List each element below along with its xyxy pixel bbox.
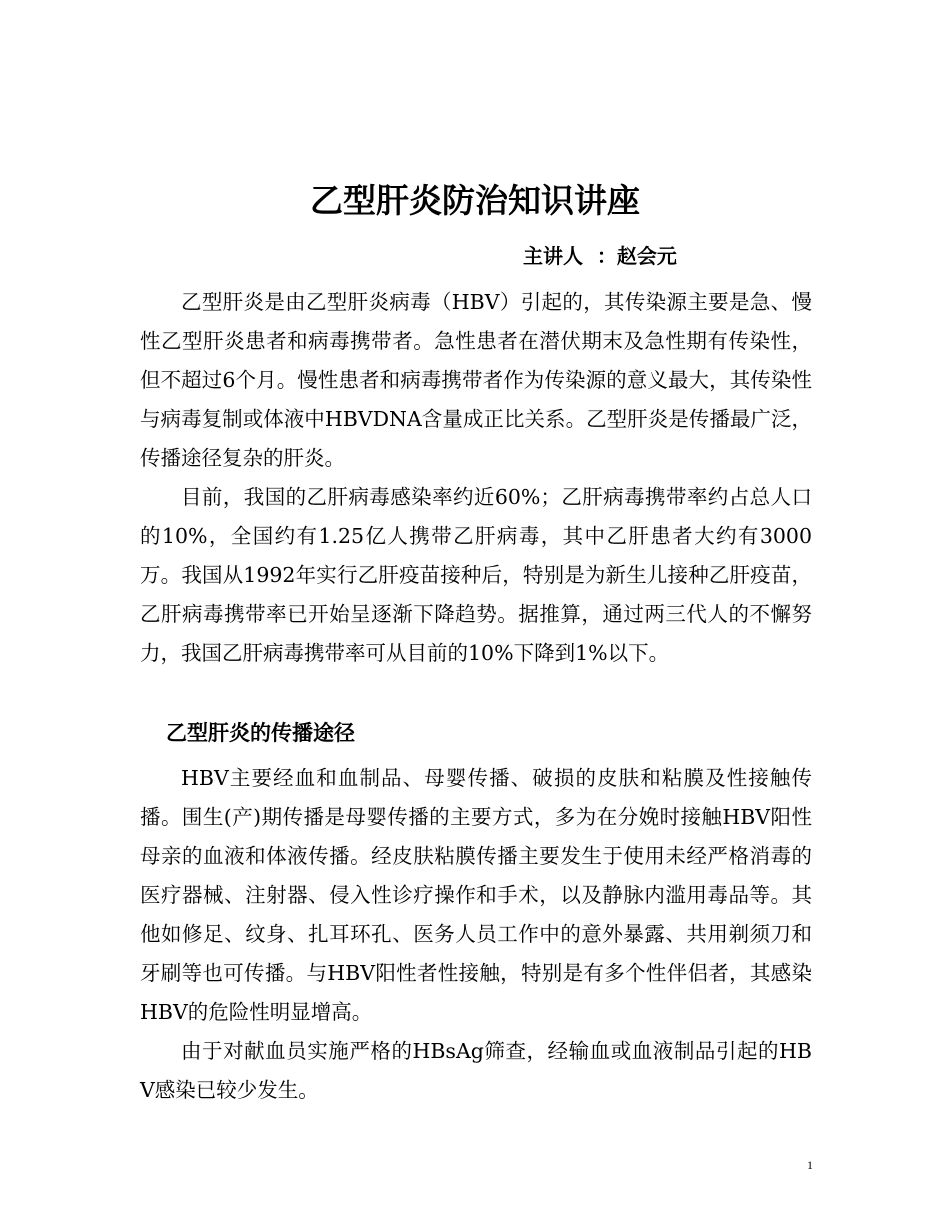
intro-paragraph: 乙型肝炎是由乙型肝炎病毒（HBV）引起的，其传染源主要是急、慢性乙型肝炎患者和病毒携带者。急性患者在潜伏期末及急性期有传染性，但不超过6个月。慢性患者和病毒携带者作为传染源的意义最大，其传染性与病毒复制或体液中HBVDNA含量成正比关系。乙型肝炎是传播最广泛，传播途径复杂的肝炎。 — [140, 290, 812, 470]
section-heading: 乙型肝炎的传播途径 — [166, 721, 355, 745]
statistics-paragraph: 目前，我国的乙肝病毒感染率约近60%；乙肝病毒携带率约占总人口的10%，全国约有1.25亿人携带乙肝病毒，其中乙肝患者大约有3000万。我国从1992年实行乙肝疫苗接种后，特别是为新生儿接种乙肝疫苗，乙肝病毒携带率已开始呈逐渐下降趋势。据推算，通过两三代人的不懈努力，我国乙肝病毒携带率可从目前的10%下降到1%以下。 — [140, 485, 812, 665]
screening-paragraph: 由于对献血员实施严格的HBsAg筛查，经输血或血液制品引起的HBV感染已较少发生。 — [140, 1039, 812, 1102]
document-title: 乙型肝炎防治知识讲座 — [310, 181, 640, 220]
speaker-line: 主讲人 ：赵会元 — [523, 244, 677, 268]
transmission-paragraph: HBV主要经血和血制品、母婴传播、破损的皮肤和粘膜及性接触传播。围生(产)期传播是母婴传播的主要方式，多为在分娩时接触HBV阳性母亲的血液和体液传播。经皮肤粘膜传播主要发生于使用未经严格消毒的医疗器械、注射器、侵入性诊疗操作和手术，以及静脉内滥用毒品等。其他如修足、纹身、扎耳环孔、医务人员工作中的意外暴露、共用剃须刀和牙刷等也可传播。与HBV阳性者性接触，特别是有多个性伴侣者，其感染HBV的危险性明显增高。 — [140, 766, 812, 1024]
page-number: 1 — [807, 1158, 813, 1172]
